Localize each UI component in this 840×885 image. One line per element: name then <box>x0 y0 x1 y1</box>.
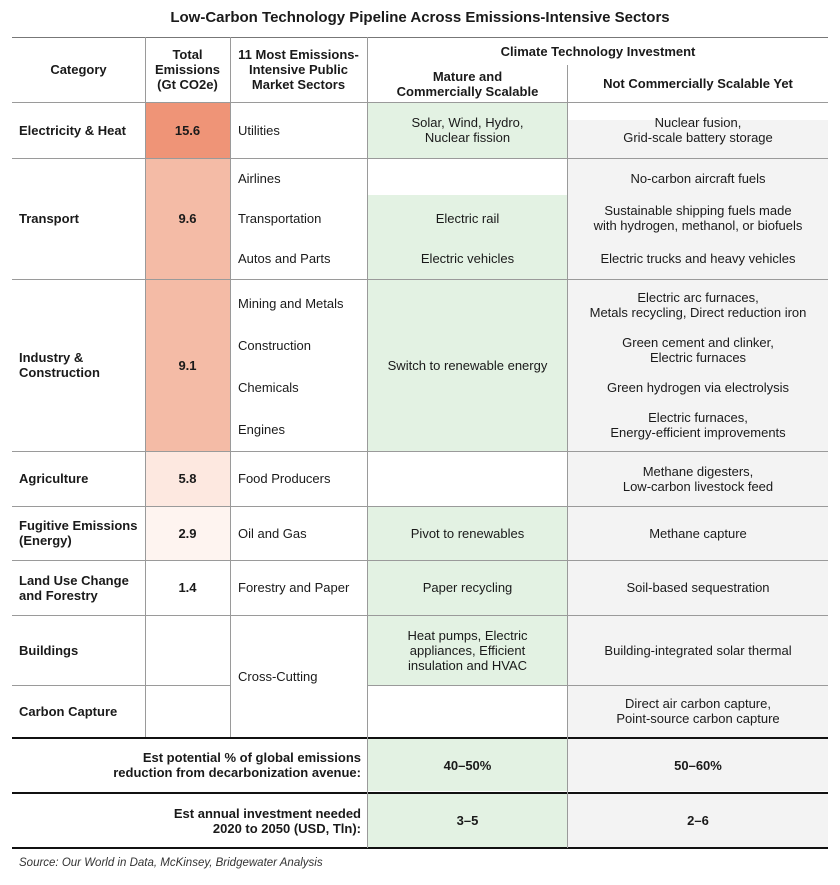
sector-utilities <box>231 102 367 158</box>
summary-investment-mature <box>368 794 567 847</box>
sector-label: Food Producers <box>238 471 331 486</box>
mature-pivot-renewables <box>368 506 567 560</box>
category-agriculture <box>12 451 145 506</box>
summary-potential-mature <box>368 739 567 791</box>
not-scalable-text: Soil-based sequestration <box>626 580 770 595</box>
sector-oil-gas <box>231 506 367 560</box>
mature-electric-rail <box>368 198 567 238</box>
not-scalable-text: Green cement and clinker, Electric furnaces <box>622 335 774 365</box>
sector-label: Forestry and Paper <box>238 580 350 595</box>
summary-value: 40–50% <box>443 757 492 773</box>
source-note: Source: Our World in Data, McKinsey, Bridgewater Analysis <box>19 857 323 869</box>
category-buildings <box>12 615 145 685</box>
sector-forestry-paper <box>231 560 367 615</box>
sector-label: Chemicals <box>238 379 299 395</box>
sector-label: Autos and Parts <box>238 251 331 266</box>
not-scalable-text: Green hydrogen via electrolysis <box>606 379 790 395</box>
category-label: Buildings <box>19 642 79 658</box>
sector-label: Utilities <box>238 122 280 138</box>
emissions-value: 2.9 <box>178 525 197 541</box>
category-label: Electricity & Heat <box>19 122 126 138</box>
header-investment-text: Climate Technology Investment <box>500 43 696 59</box>
mature-heat-pumps <box>368 615 567 685</box>
not-scalable-text: Electric furnaces, Energy-efficient improvements <box>610 410 786 440</box>
header-mature-text: Mature and Commercially Scalable <box>396 68 539 99</box>
category-carbon-capture <box>12 685 145 737</box>
notscalable-aircraft-fuels <box>568 158 828 198</box>
header-mature <box>368 65 567 102</box>
header-category <box>12 37 145 102</box>
sector-engines <box>231 408 367 450</box>
pipeline-table <box>12 37 828 849</box>
mature-text: Solar, Wind, Hydro, Nuclear fission <box>411 115 524 145</box>
page-title: Low-Carbon Technology Pipeline Across Emissions-Intensive Sectors <box>170 9 670 26</box>
sector-cross-cutting <box>231 615 367 737</box>
sector-label: Transportation <box>238 210 322 226</box>
mature-text: Electric rail <box>435 210 500 226</box>
mature-electricity <box>368 102 567 158</box>
mature-text: Heat pumps, Electric appliances, Efficient insulation and HVAC <box>407 627 528 673</box>
header-total-emissions <box>145 37 230 102</box>
header-total-emissions-text: Total Emissions (Gt CO2e) <box>154 47 221 92</box>
notscalable-electric-trucks <box>568 238 828 279</box>
summary-value: 2–6 <box>687 813 709 828</box>
summary-label-text: Est potential % of global emissions reduction from decarbonization avenue: <box>113 750 361 780</box>
summary-label-text: Est annual investment needed 2020 to 2050 (USD, Tln): <box>173 805 361 836</box>
sector-mining-metals <box>231 282 367 324</box>
emissions-industry <box>145 279 230 451</box>
mature-text: Pivot to renewables <box>410 525 525 541</box>
sector-label: Airlines <box>238 170 281 186</box>
sector-transportation <box>231 198 367 238</box>
not-scalable-text: Methane digesters, Low-carbon livestock feed <box>622 463 774 494</box>
emissions-value: 15.6 <box>174 122 201 138</box>
not-scalable-text: No-carbon aircraft fuels <box>630 170 766 186</box>
summary-potential-not-scalable <box>568 739 828 791</box>
notscalable-soil-sequestration <box>568 560 828 615</box>
sector-label: Construction <box>238 337 311 353</box>
emissions-agriculture <box>145 451 230 506</box>
category-label: Carbon Capture <box>19 703 118 719</box>
emissions-land-use <box>145 560 230 615</box>
emissions-electricity-heat <box>145 102 230 158</box>
mature-text: Electric vehicles <box>420 251 515 266</box>
mature-electric-vehicles <box>368 238 567 279</box>
category-fugitive-emissions <box>12 506 145 560</box>
category-label: Transport <box>19 211 79 226</box>
rule-bottom <box>12 847 828 849</box>
category-land-use <box>12 560 145 615</box>
notscalable-methane-digesters <box>568 451 828 506</box>
notscalable-methane-capture <box>568 506 828 560</box>
emissions-value: 1.4 <box>178 580 197 595</box>
notscalable-shipping-fuels <box>568 198 828 238</box>
not-scalable-text: Electric arc furnaces, Metals recycling, Direct reduction iron <box>589 290 807 320</box>
mature-renewable-energy <box>368 279 567 451</box>
category-label: Agriculture <box>19 471 89 486</box>
sector-autos-parts <box>231 238 367 279</box>
header-investment <box>368 39 828 63</box>
summary-potential-label <box>12 739 361 791</box>
summary-value: 50–60% <box>674 757 722 773</box>
not-scalable-text: Electric trucks and heavy vehicles <box>600 251 796 266</box>
header-category-text: Category <box>50 62 107 77</box>
notscalable-green-hydrogen <box>568 370 828 404</box>
not-scalable-text: Direct air carbon capture, Point-source carbon capture <box>616 696 780 726</box>
emissions-value: 9.6 <box>178 211 197 226</box>
sector-construction <box>231 324 367 366</box>
header-not-scalable <box>568 65 828 102</box>
emissions-transport <box>145 158 230 279</box>
category-label: Fugitive Emissions (Energy) <box>19 518 138 548</box>
not-scalable-text: Nuclear fusion, Grid-scale battery storage <box>623 115 773 145</box>
sector-airlines <box>231 158 367 198</box>
sector-label: Mining and Metals <box>238 295 344 311</box>
notscalable-electric-furnaces <box>568 404 828 446</box>
emissions-fugitive <box>145 506 230 560</box>
notscalable-arc-furnaces <box>568 285 828 325</box>
notscalable-electricity <box>568 102 828 158</box>
sector-label: Oil and Gas <box>238 525 307 541</box>
category-transport <box>12 158 145 279</box>
mature-text: Switch to renewable energy <box>387 357 548 373</box>
summary-investment-label <box>12 794 361 847</box>
mature-text: Paper recycling <box>422 580 513 595</box>
summary-value: 3–5 <box>456 813 479 828</box>
sector-label: Engines <box>238 421 285 437</box>
category-electricity-heat <box>12 102 145 158</box>
category-industry-construction <box>12 279 145 451</box>
not-scalable-text: Sustainable shipping fuels made with hydrogen, methanol, or biofuels <box>593 203 803 233</box>
sector-label: Cross-Cutting <box>238 668 318 684</box>
emissions-value: 5.8 <box>178 471 197 486</box>
sector-chemicals <box>231 366 367 408</box>
sector-food-producers <box>231 451 367 506</box>
category-label: Industry & Construction <box>19 350 100 380</box>
notscalable-direct-air-capture <box>568 685 828 737</box>
category-label: Land Use Change and Forestry <box>19 572 129 603</box>
not-scalable-text: Building-integrated solar thermal <box>604 642 792 658</box>
header-not-scalable-text: Not Commercially Scalable Yet <box>603 76 793 91</box>
header-sectors-text: 11 Most Emissions- Intensive Public Market Sectors <box>238 47 359 92</box>
summary-investment-not-scalable <box>568 794 828 847</box>
not-scalable-text: Methane capture <box>649 525 747 541</box>
header-sectors <box>230 37 367 102</box>
emissions-value: 9.1 <box>178 357 197 373</box>
mature-paper-recycling <box>368 560 567 615</box>
notscalable-solar-thermal <box>568 615 828 685</box>
notscalable-green-cement <box>568 330 828 370</box>
